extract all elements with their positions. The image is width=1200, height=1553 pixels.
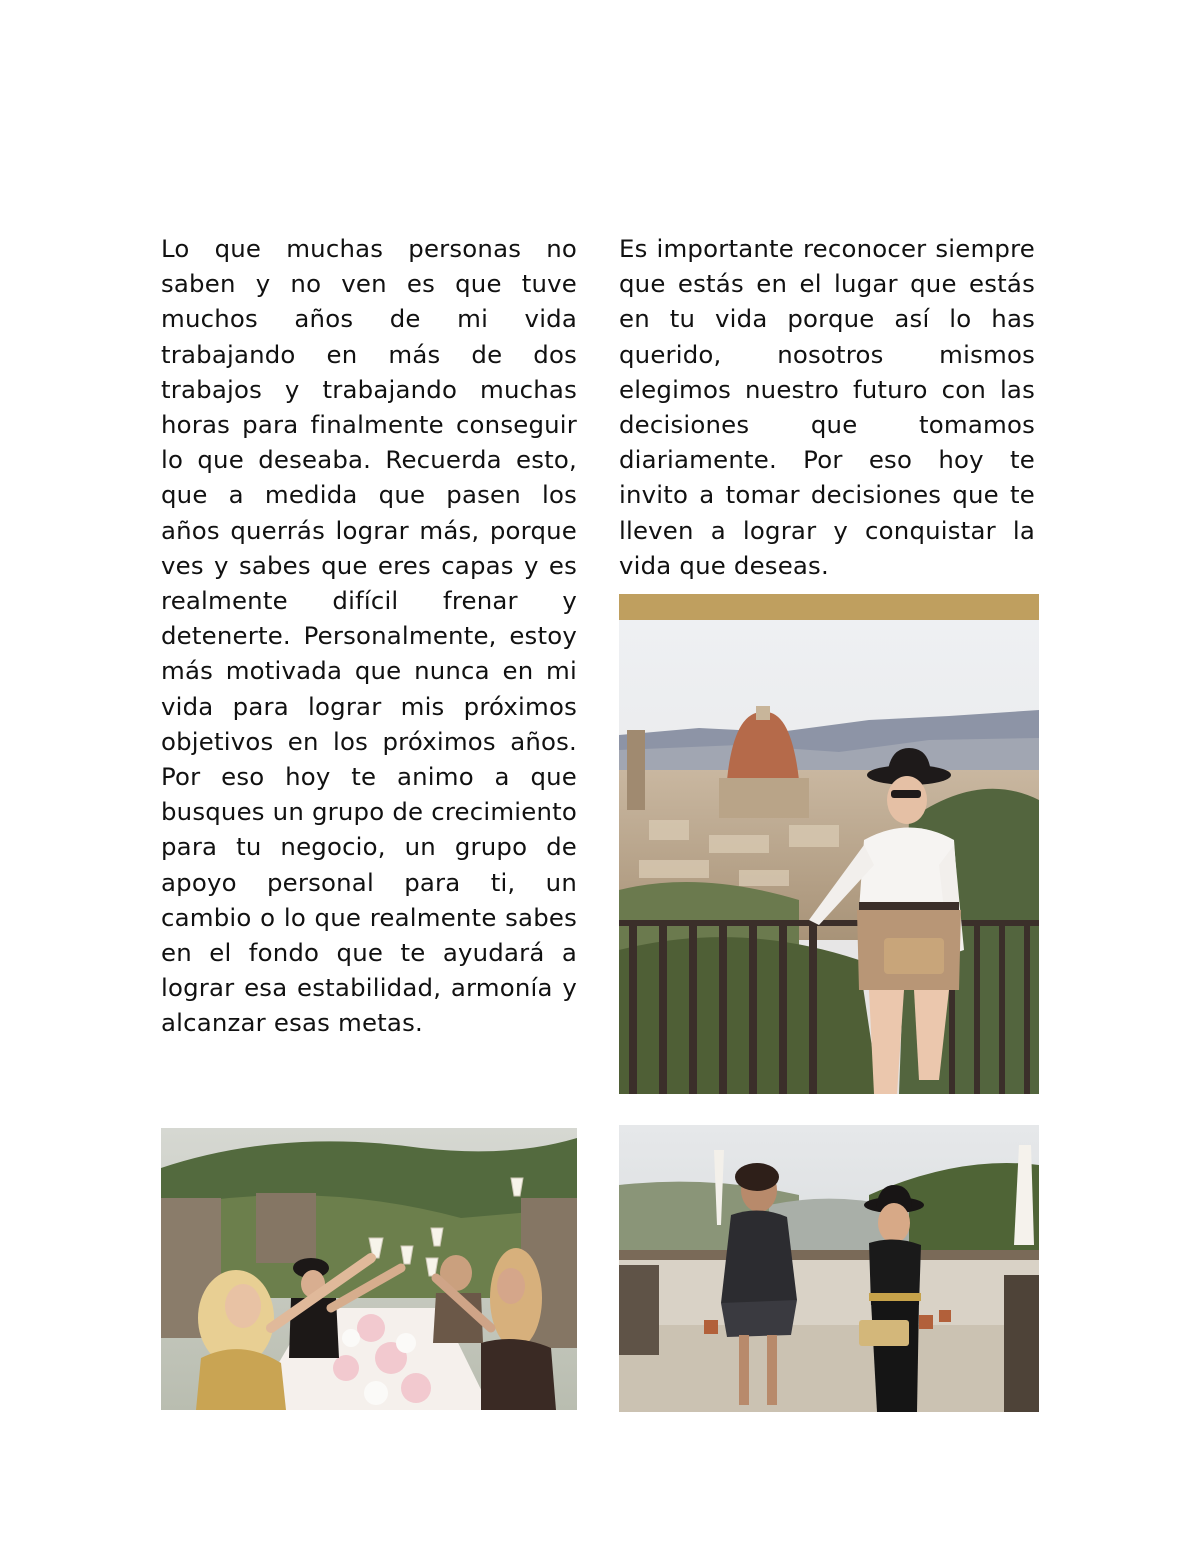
- gold-accent-bar: [619, 594, 1039, 620]
- paragraph-right: Es importante reconocer siempre que estás en el lugar que estás en tu vida porque así lo has querido, nosotros mismos elegimos nuestro futuro con las decisiones que tomamos diariamente. Por eso hoy te invito a tomar decisiones que te lleven a lograr y conquistar la vida que deseas.: [619, 234, 1035, 580]
- paragraph-left: Lo que muchas personas no saben y no ven es que tuve muchos años de mi vida trabajando en más de dos trabajos y trabajando muchas horas para finalmente conseguir lo que deseaba. Recuerda esto, que a medida que pasen los años querrás lograr más, porque ves y sabes que eres capas y es realmente difícil frenar y detenerte. Personalmente, estoy más motivada que nunca en mi vida para lograr mis próximos objetivos en los próximos años. Por eso hoy te animo a que busques un grupo de crecimiento para tu negocio, un grupo de apoyo personal para ti, un cambio o lo que realmente sabes en el fondo que te ayudará a lograr esa estabilidad, armonía y alcanzar esas metas.: [161, 234, 577, 1038]
- photo-florence-balcony: [619, 620, 1039, 1094]
- photo-terrace-women: [619, 1125, 1039, 1412]
- photo-dinner-toast: [161, 1128, 577, 1410]
